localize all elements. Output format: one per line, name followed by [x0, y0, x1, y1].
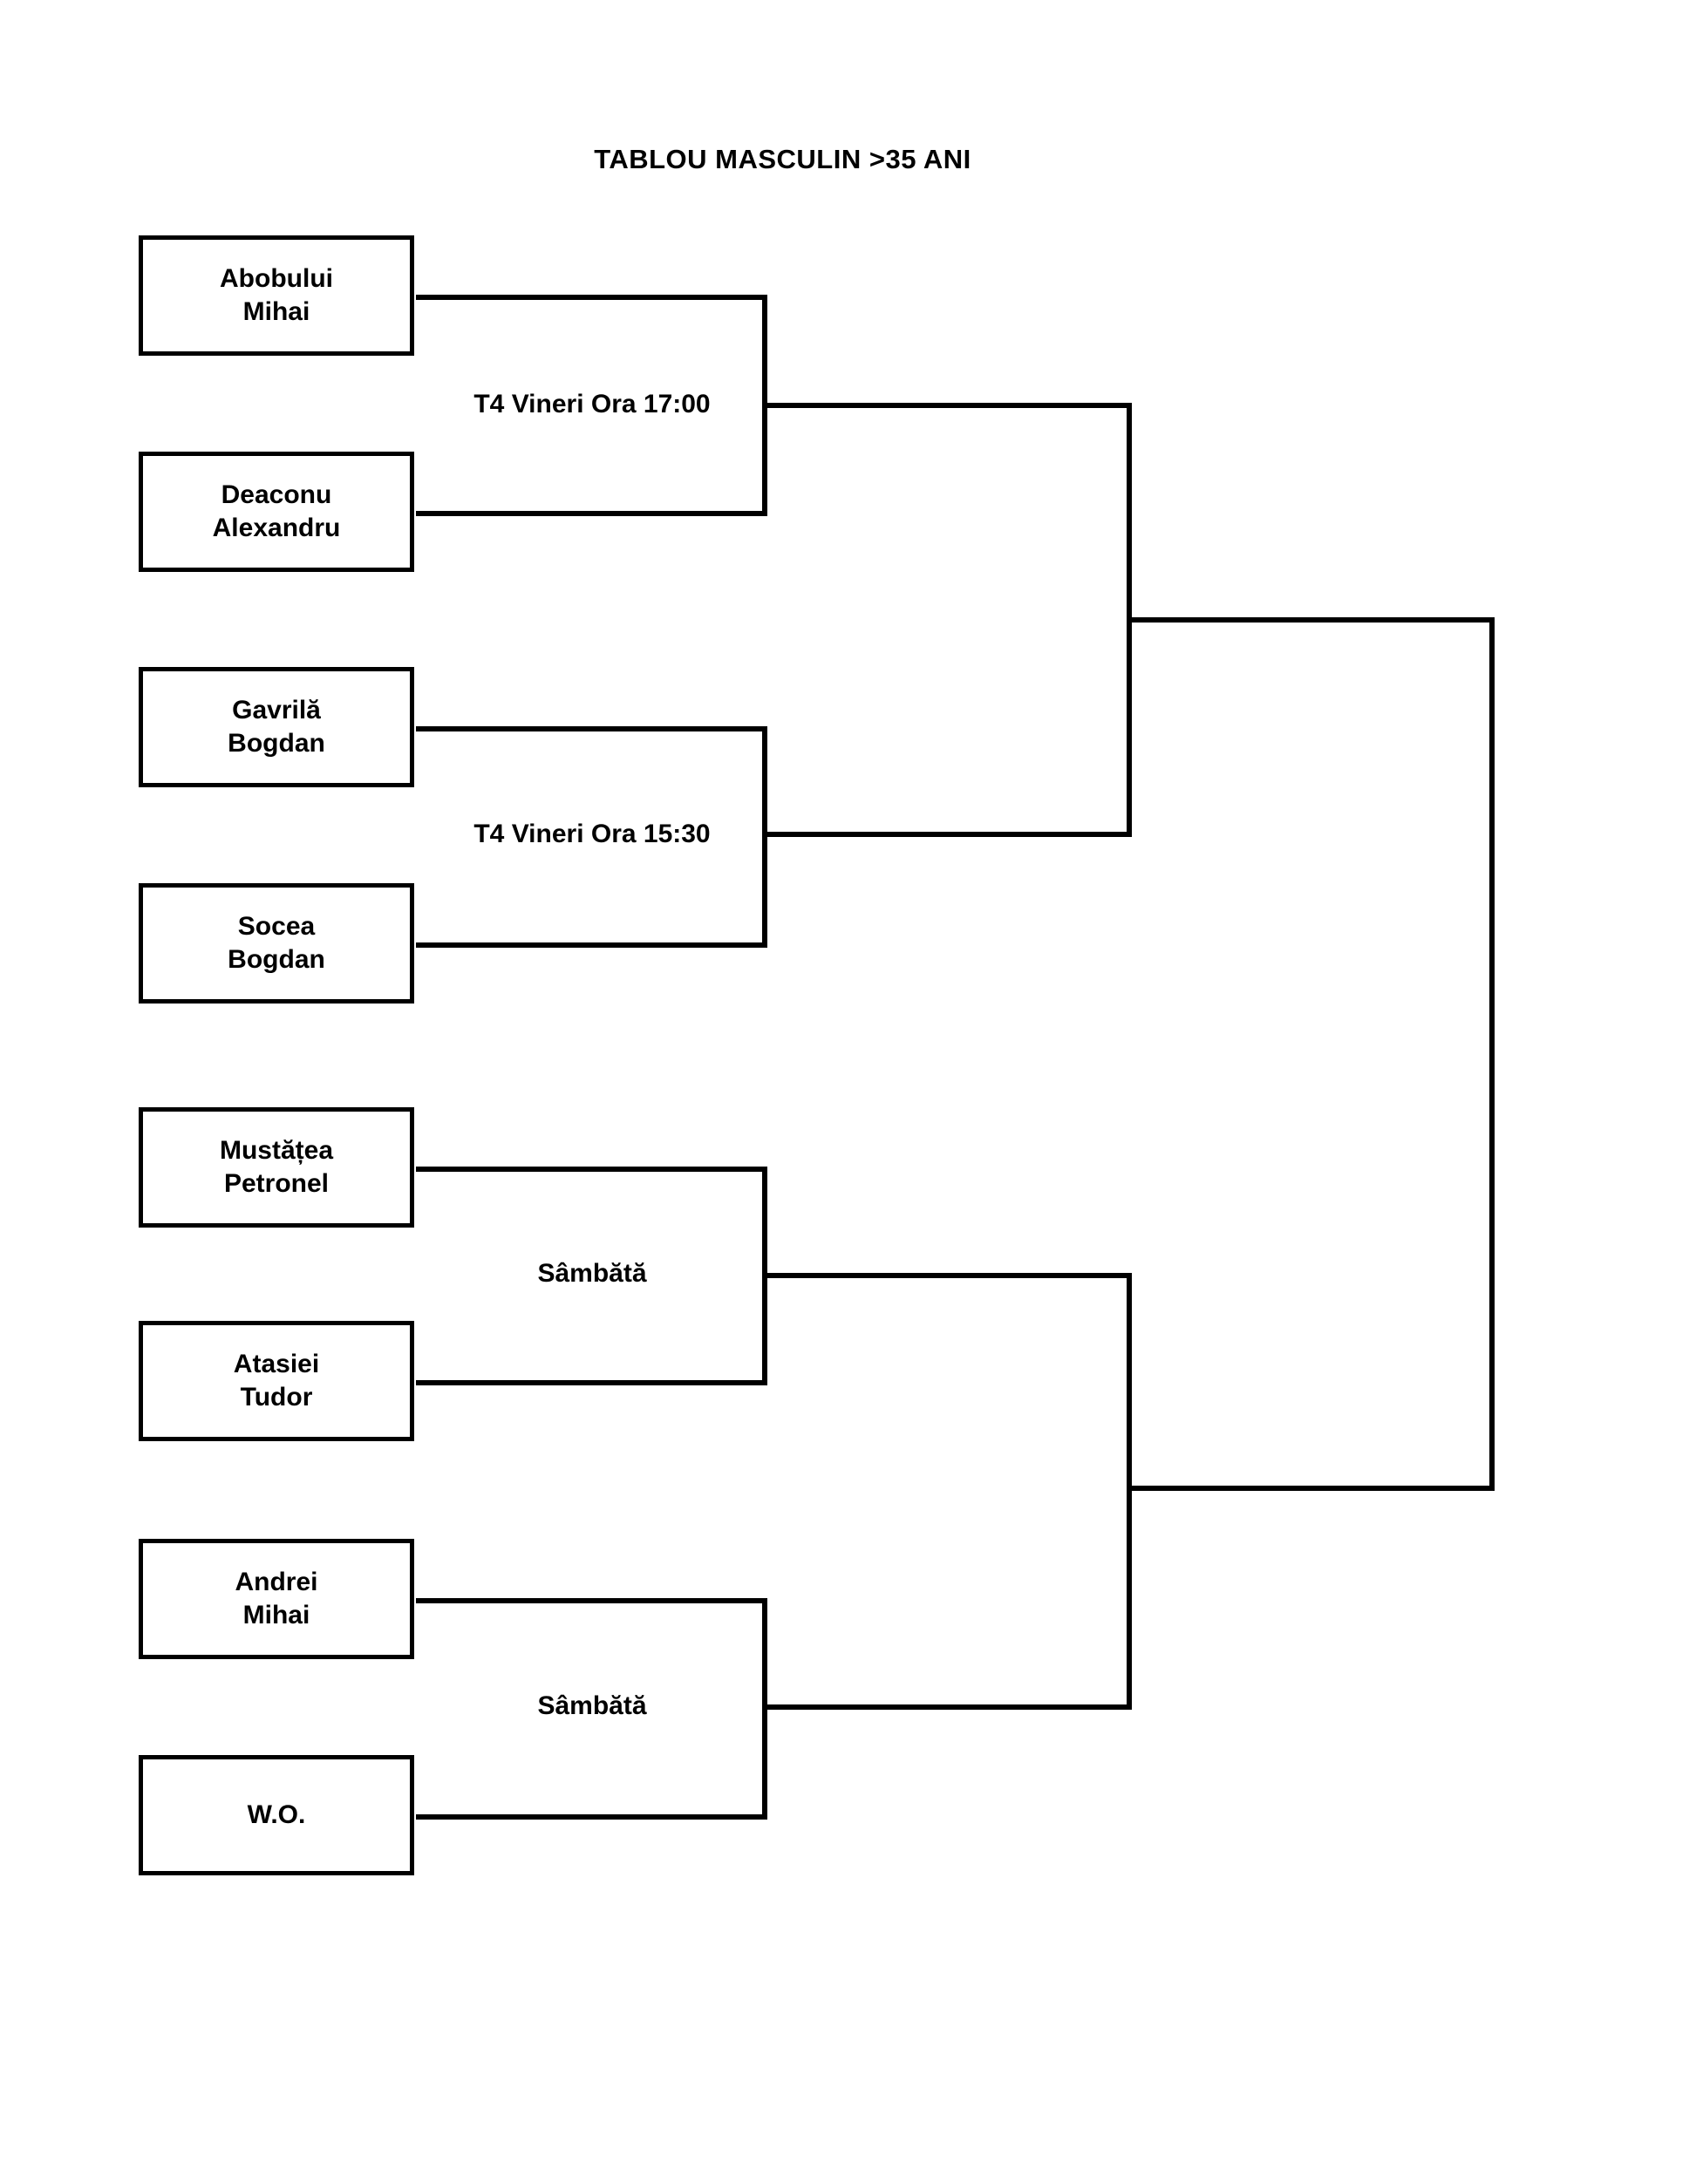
match-label-4: Sâmbătă [537, 1691, 647, 1720]
match-label-2: T4 Vineri Ora 15:30 [473, 820, 711, 848]
connector-sf-bottom-out [1127, 1486, 1495, 1491]
player-name-line1: Deaconu [221, 480, 332, 509]
connector-m4-out [762, 1704, 1132, 1710]
connector-m4-top [416, 1598, 767, 1603]
player-name-line2: Alexandru [212, 514, 341, 542]
player-name-line2: Petronel [223, 1169, 330, 1198]
connector-m4-bottom [416, 1814, 767, 1820]
connector-m2-bottom [416, 942, 767, 948]
player-name-line2: Bogdan [228, 945, 325, 974]
connector-m2-top [416, 726, 767, 731]
player-box-5[interactable] [139, 1107, 414, 1228]
player-box-1[interactable] [139, 235, 414, 356]
player-name-line1: Gavrilă [232, 695, 321, 725]
player-name-line2: Bogdan [228, 729, 325, 758]
connector-final-vertical [1489, 617, 1495, 1491]
match-label-3: Sâmbătă [537, 1259, 647, 1288]
match-label-1: T4 Vineri Ora 17:00 [473, 390, 711, 418]
connector-m2-out [762, 832, 1132, 837]
connector-m3-out [762, 1273, 1132, 1278]
player-name-line2: Mihai [242, 1601, 310, 1629]
player-name-line1: Mustățea [219, 1135, 334, 1165]
connector-m1-top [416, 295, 767, 300]
player-name-line2: Mihai [242, 297, 310, 326]
player-name-line1: W.O. [247, 1800, 306, 1829]
player-box-3[interactable] [139, 667, 414, 787]
connector-m1-bottom [416, 511, 767, 516]
connector-m3-top [416, 1167, 767, 1172]
player-box-4[interactable] [139, 883, 414, 1004]
player-name-line1: Atasiei [233, 1349, 320, 1378]
connector-sf-top-out [1127, 617, 1495, 623]
player-box-6[interactable] [139, 1321, 414, 1441]
connector-m2-vertical [762, 726, 767, 948]
connector-m3-bottom [416, 1380, 767, 1385]
page-title: TABLOU MASCULIN >35 ANI [594, 144, 971, 174]
player-name-line2: Tudor [240, 1383, 313, 1412]
connector-m1-out [762, 403, 1132, 408]
player-name-line1: Andrei [235, 1567, 318, 1596]
player-box-8[interactable] [139, 1755, 414, 1875]
connector-sf-bottom-vertical [1127, 1273, 1132, 1710]
player-name-line1: Abobului [220, 263, 333, 293]
player-name-line1: Socea [237, 911, 316, 941]
player-box-2[interactable] [139, 452, 414, 572]
player-box-7[interactable] [139, 1539, 414, 1659]
